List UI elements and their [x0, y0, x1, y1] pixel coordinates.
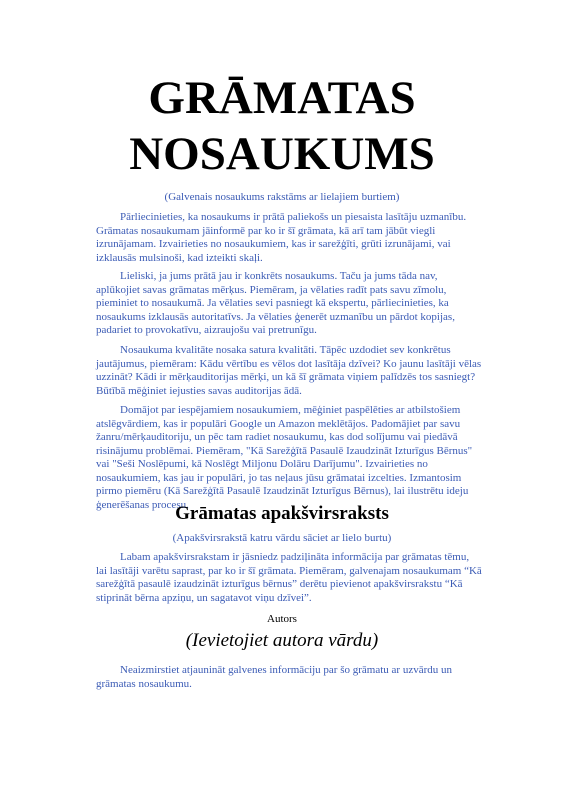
paragraph-1: Pārliecinieties, ka nosaukums ir prātā paliekošs un piesaista lasītāju uzmanību. Grāmatas nosaukumam jāinformē par ko ir šī grāmata, kā arī tam jābūt viegli izrunājamam. Izvairieties no nosaukumiem, kas ir sarežģīti, grūti izrunājami, vai izklausās mulsinoši, kad izteikti skaļi. — [96, 211, 467, 264]
title-note: (Galvenais nosaukums rakstāms ar lielajiem burtiem) — [164, 191, 400, 203]
paragraph-2: Lieliski, ja jums prātā jau ir konkrēts nosaukums. Taču ja jums tāda nav, aplūkojiet savas grāmatas mērķus. Piemēram, ja vēlaties radīt pats savu zīmolu, pieminiet to nosaukumā. Ja vēlaties sevi pasniegt kā ekspertu, pārliecinieties, ka nosaukums izklausās autoritatīvs. Ja vēlaties ģenerēt uzmanību un pārdot kopijas, padariet to provokatīvu, aizraujošu vai pretrunīgu. — [96, 270, 455, 336]
subtitle-heading: Grāmatas apakšvirsraksts — [175, 503, 389, 524]
closing-paragraph: Neaizmirstiet atjaunināt galvenes informāciju par šo grāmatu ar uzvārdu un grāmatas nosaukumu. — [96, 664, 453, 690]
subtitle-paragraph: Labam apakšvirsrakstam ir jāsniedz padziļināta informācija par grāmatas tēmu, lai lasītāji varētu saprast, par ko ir šī grāmata. Piemēram, galvenajam nosaukumam “Kā sarežģītā pasaulē izaudzināt izturīgus bērnus” derētu pievienot apakšvirsrakstu “Kā stiprināt bērna apziņu, un sagatavot viņu dzīvei”. — [96, 551, 482, 604]
author-label: Autors — [267, 613, 297, 625]
author-name-placeholder: (Ievietojiet autora vārdu) — [185, 630, 379, 651]
paragraph-3: Nosaukuma kvalitāte nosaka satura kvalitāti. Tāpēc uzdodiet sev konkrētus jautājumus, piemēram: Kādu vērtību es vēlos dot lasītāja dzīvei? Ko jaunu lasītāji vēlas uzzināt? Kādi ir mērķauditorijas mērķi, un kā šī grāmata viņiem palīdzēs tos sasniegt? Būtībā mēģiniet iejusties savas auditorijas ādā. — [96, 344, 482, 397]
subtitle-note: (Apakšvirsrakstā katru vārdu sāciet ar lielo burtu) — [172, 532, 392, 544]
book-title-line-2: NOSAUKUMS — [129, 128, 435, 180]
paragraph-4: Domājot par iespējamiem nosaukumiem, mēģiniet paspēlēties ar atbilstošiem atslēgvārdiem, kas ir populāri Google un Amazon meklētājos. Padomājiet par savu žanru/mērķauditoriju, un pēc tam radiet nosaukumu, kas dod solījumu vai piedāvā risinājumu problēmai. Piemēram, "Kā Sarežģītā Pasaulē Izaudzināt Izturīgus Bērnus" vai "Seši Noslēpumi, kā Noslēgt Miljonu Dolāru Darījumu". Izvairieties no nosaukumiem, kas jau ir populāri, jo tas neļaus jūsu grāmatai izcelties. Izmantosim pirmo piemēru (Kā Sarežģītā Pasaulē Izaudzināt Izturīgus Bērnus), lai ilustrētu ideju ģenerēšanas procesu. — [96, 404, 473, 511]
book-title-line-1: GRĀMATAS — [148, 72, 416, 124]
